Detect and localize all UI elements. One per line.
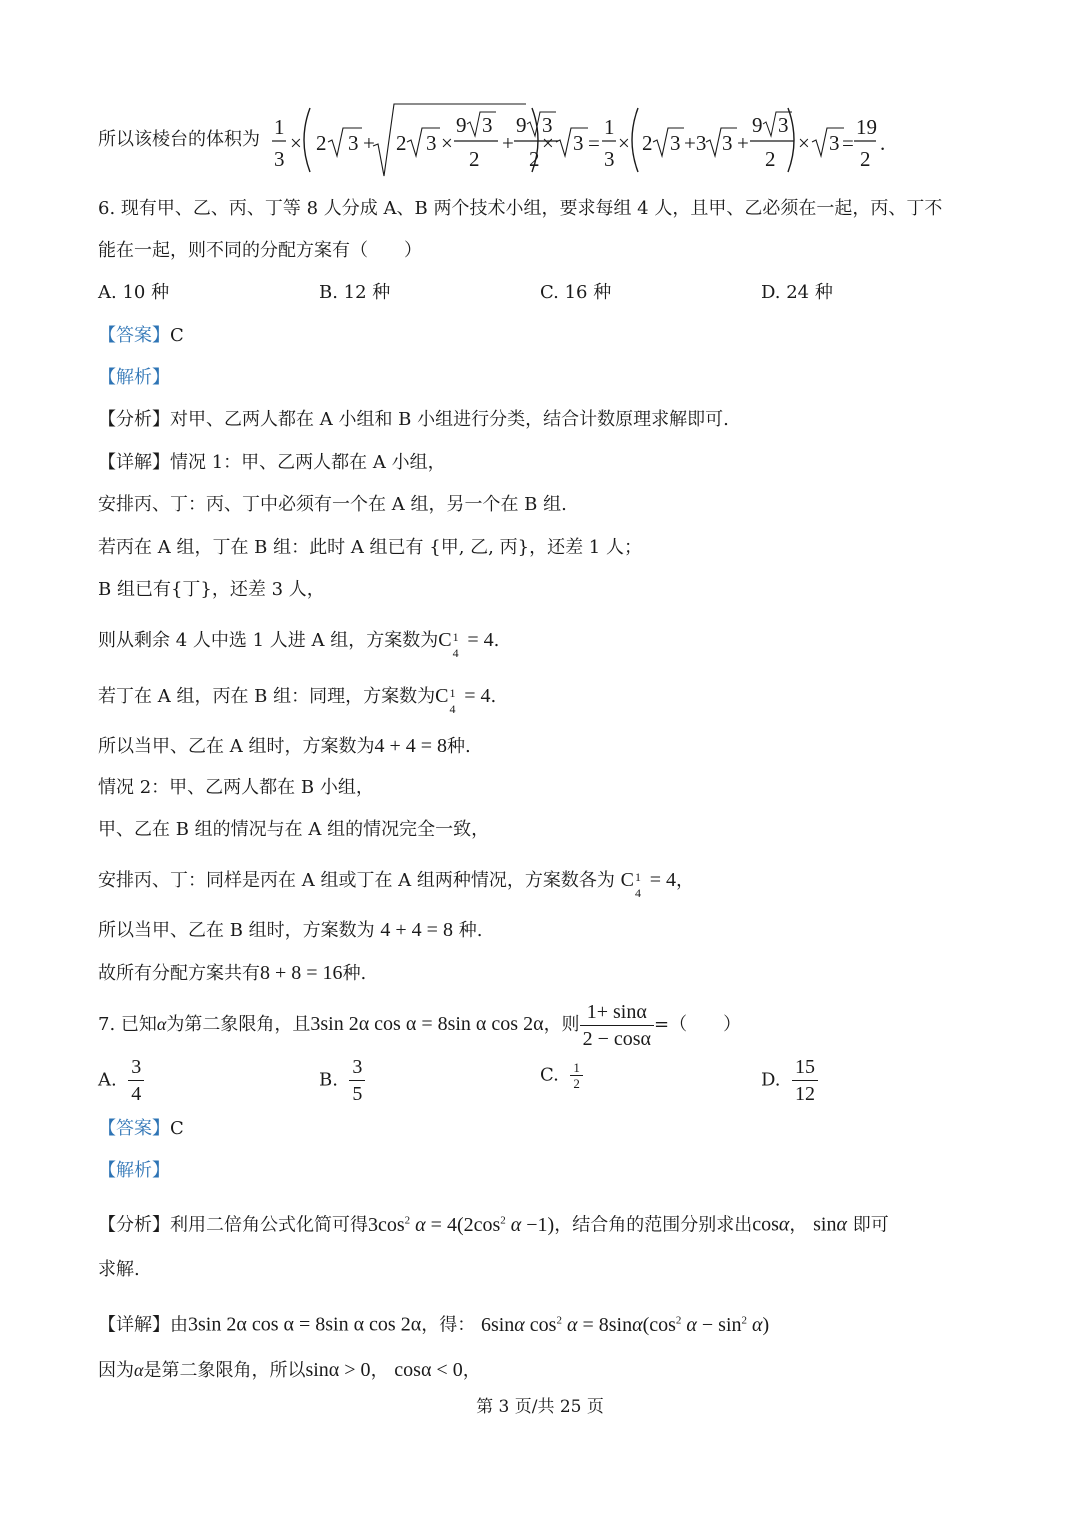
q6-line-comb3: 安排丙、丁：同样是丙在 A 组或丁在 A 组两种情况，方案数各为 C 1 4 = 4，	[98, 869, 694, 900]
q7-option-a: A. $\frac{3}{4}$	[98, 1054, 144, 1107]
q6-option-a: A. 10 种	[98, 282, 170, 303]
svg-text:1: 1	[604, 115, 615, 139]
q6-option-d: D. 24 种	[761, 282, 833, 303]
volume-line	[98, 128, 260, 152]
svg-text:3: 3	[426, 131, 437, 155]
svg-text:3: 3	[604, 147, 615, 171]
q6-xiangjie-line	[98, 451, 446, 475]
q7-option-d: D. $\frac{15}{12}$	[761, 1054, 818, 1107]
svg-text:×: ×	[618, 131, 630, 155]
q6-line: 若丙在 A 组，丁在 B 组：此时 A 组已有 {甲, 乙, 丙}，还差 1 人；	[98, 537, 642, 558]
svg-text:×: ×	[798, 131, 810, 155]
svg-text:3: 3	[829, 131, 840, 155]
analysis-tag: 【解析】	[98, 367, 170, 388]
volume-formula	[270, 100, 900, 180]
svg-text:2: 2	[469, 147, 480, 171]
svg-text:2: 2	[529, 147, 540, 171]
xiangjie-tag: 【详解】	[98, 452, 170, 473]
q7-fenxi-line: 【分析】利用二倍角公式化简可得$3\cos^2$ $\alpha = 4(2\cos^2$ α −1)，结合角的范围分别求出cosα， sinα 即可	[98, 1213, 889, 1236]
svg-text:9: 9	[752, 113, 763, 137]
svg-text:2: 2	[765, 147, 776, 171]
q6-line: 安排丙、丁：丙、丁中必须有一个在 A 组，另一个在 B 组.	[98, 494, 567, 515]
q6-line-comb1: 则从剩余 4 人中选 1 人进 A 组，方案数为C 1 4 = 4.	[98, 629, 500, 660]
q6-fenxi-line	[98, 408, 729, 432]
fenxi-tag: 【分析】	[98, 409, 170, 430]
svg-text:3: 3	[274, 147, 285, 171]
q7-fraction: $\frac{1+ \sin\alpha}{2 - \cos\alpha}$	[580, 999, 654, 1052]
q6-line-comb2: 若丁在 A 组，丙在 B 组：同理，方案数为C 1 4 = 4.	[98, 685, 497, 716]
q6-answer: C	[170, 325, 184, 346]
q7-last-line: 因为α是第二象限角，所以sinα > 0， cosα < 0，	[98, 1359, 481, 1381]
svg-text:3: 3	[542, 113, 553, 137]
sum-b: 4 + 4 = 8	[380, 919, 453, 941]
svg-text:3: 3	[722, 131, 733, 155]
q7-condition: 3sin 2α cos α = 8sin α cos 2α	[310, 1013, 544, 1035]
q6-answer-line	[98, 324, 184, 348]
svg-text:3: 3	[670, 131, 681, 155]
q6-line: 情况 2：甲、乙两人都在 B 小组，	[98, 777, 374, 798]
svg-text:2: 2	[642, 131, 653, 155]
q6-fenxi: 对甲、乙两人都在 A 小组和 B 小组进行分类，结合计数原理求解即可.	[170, 409, 729, 430]
q7-fenxi-cont: 求解.	[98, 1259, 140, 1280]
q6-analysis-tag	[98, 366, 170, 390]
svg-text:×: ×	[290, 131, 302, 155]
svg-text:=: =	[842, 131, 854, 155]
svg-text:1: 1	[274, 115, 285, 139]
q7-answer: C	[170, 1118, 184, 1139]
q6-stem-line1: 6. 现有甲、乙、丙、丁等 8 人分成 A、B 两个技术小组，要求每组 4 人，且甲、乙必须在一起，丙、丁不	[98, 198, 943, 219]
q7-xiangjie-line: 【详解】由3sin 2α cos α = 8sin α cos 2α，得： 6sinα $\cos^2 \alpha = 8\sin\alpha(\cos^2$ $\alpha - \sin^2 \alpha$)	[98, 1313, 770, 1336]
svg-text:2: 2	[316, 131, 327, 155]
svg-text:2: 2	[396, 131, 407, 155]
q6-option-c: C. 16 种	[540, 282, 612, 303]
svg-text:2: 2	[860, 147, 871, 171]
q6-option-b: B. 12 种	[319, 282, 391, 303]
q7-answer-line: 【答案】C	[98, 1118, 184, 1139]
svg-text:×: ×	[441, 131, 453, 155]
q7-stem: 7. 已知α为第二象限角，且3sin 2α cos α = 8sin α cos 2α，则 $\frac{1+ \sin\alpha}{2 - \cos\alpha}$ =（ ）	[98, 1000, 742, 1050]
svg-text:3: 3	[348, 131, 359, 155]
sum-a: 4 + 4 = 8	[374, 735, 448, 757]
q6-case1: 情况 1：甲、乙两人都在 A 小组，	[170, 452, 446, 473]
volume-prefix: 所以该棱台的体积为	[98, 129, 260, 150]
svg-text:+: +	[502, 131, 514, 155]
svg-text:.: .	[880, 131, 886, 155]
q6-line-total: 故所有分配方案共有8 + 8 = 16种.	[98, 962, 367, 984]
comb-eq: = 4	[467, 629, 494, 651]
svg-text:9: 9	[516, 113, 527, 137]
total: 8 + 8 = 16	[260, 962, 343, 984]
svg-text:+: +	[363, 131, 375, 155]
comb-c: C	[438, 629, 452, 651]
q6-stem-line2: 能在一起，则不同的分配方案有（ ）	[98, 240, 422, 261]
q7-option-c: C. $\frac{1}{2}$	[540, 1060, 583, 1091]
page-footer: 第 3 页/共 25 页	[476, 1397, 604, 1417]
svg-text:3: 3	[482, 113, 493, 137]
q6-line-sum-a: 所以当甲、乙在 A 组时，方案数为4 + 4 = 8种.	[98, 735, 471, 757]
answer-tag: 【答案】	[98, 325, 170, 346]
q6-line-sum-b: 所以当甲、乙在 B 组时，方案数为 4 + 4 = 8 种.	[98, 919, 483, 941]
svg-text:19: 19	[856, 115, 877, 139]
svg-text:=: =	[588, 131, 600, 155]
svg-text:×: ×	[542, 131, 554, 155]
svg-text:3: 3	[778, 113, 789, 137]
svg-text:+: +	[737, 131, 749, 155]
svg-text:9: 9	[456, 113, 467, 137]
svg-text:3: 3	[573, 131, 584, 155]
q7-option-b: B. $\frac{3}{5}$	[319, 1054, 365, 1107]
q7-analysis-tag: 【解析】	[98, 1160, 170, 1181]
q6-line: 甲、乙在 B 组的情况与在 A 组的情况完全一致，	[98, 819, 490, 840]
q6-line: B 组已有{丁}，还差 3 人，	[98, 579, 325, 600]
svg-text:+3: +3	[684, 131, 707, 155]
